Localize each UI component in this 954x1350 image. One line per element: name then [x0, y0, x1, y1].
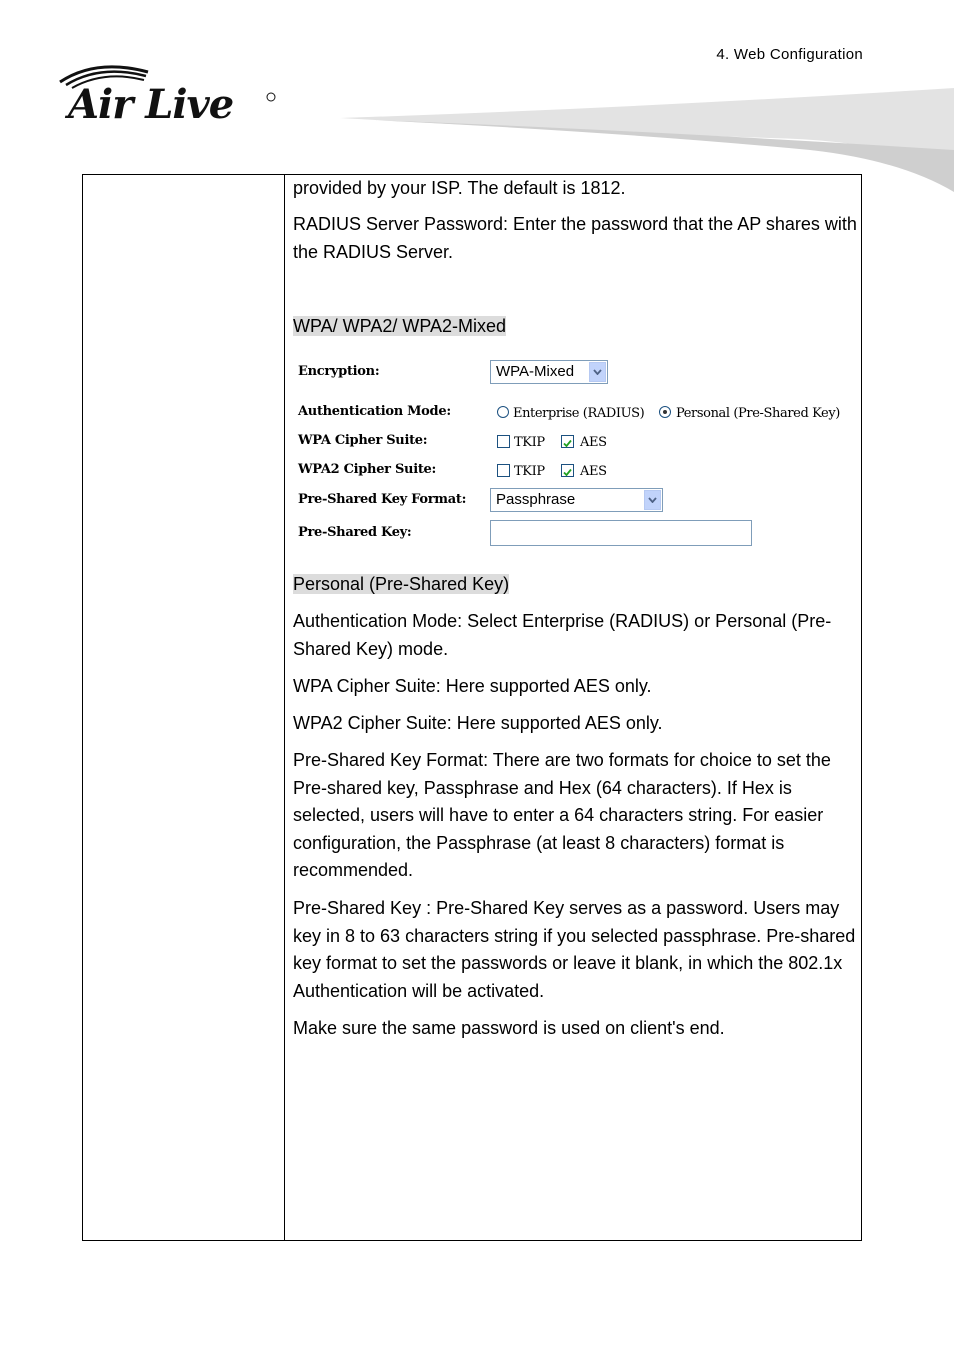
wpa-tkip-label: TKIP — [514, 435, 545, 450]
chapter-title: 4. Web Configuration — [716, 46, 863, 63]
wpa-cipher-label: WPA Cipher Suite: — [298, 433, 428, 448]
para-auth-mode: Authentication Mode: Select Enterprise (RADIUS) or Personal (Pre-Shared Key) mode. — [293, 611, 832, 659]
wpa-tkip-checkbox[interactable] — [497, 435, 510, 448]
psk-input[interactable] — [490, 520, 752, 546]
wpa2-cipher-label: WPA2 Cipher Suite: — [298, 462, 437, 477]
encryption-select[interactable] — [490, 360, 608, 384]
para-psk-format: Pre-Shared Key Format: There are two formats for choice to set the Pre-shared key, Passphrase and Hex (64 characters). If Hex is selected, users will have to enter a 64 characters string. For easier configuration, the Passphrase (at least 8 characters) format is recommended. — [293, 750, 831, 880]
para-wpa-cipher: WPA Cipher Suite: Here supported AES only. — [293, 676, 652, 696]
auth-mode-label: Authentication Mode: — [298, 404, 451, 419]
para-wpa2-cipher: WPA2 Cipher Suite: Here supported AES only. — [293, 713, 663, 733]
para-psk: Pre-Shared Key : Pre-Shared Key serves as a password. Users may key in 8 to 63 characters string if you selected passphrase. Pre-shared key format to set the passwords or leave it blank, in which the 802.1x Authentication will be activated. — [293, 898, 856, 1001]
chevron-down-icon — [589, 362, 606, 382]
checkmark-icon — [562, 438, 573, 449]
encryption-label: Encryption: — [298, 364, 380, 379]
wpa-aes-label: AES — [580, 435, 607, 450]
wpa2-aes-checkbox[interactable] — [561, 464, 574, 477]
chevron-down-icon — [644, 490, 661, 510]
psk-format-label: Pre-Shared Key Format: — [298, 492, 467, 507]
auth-enterprise-label: Enterprise (RADIUS) — [513, 406, 645, 421]
heading-personal-text: Personal (Pre-Shared Key) — [293, 574, 510, 594]
wpa-aes-checkbox[interactable] — [561, 435, 574, 448]
psk-format-value: Passphrase — [496, 491, 576, 508]
para-radius-password: RADIUS Server Password: Enter the password that the AP shares with the RADIUS Server. — [293, 214, 857, 262]
para-same-password: Make sure the same password is used on client's end. — [293, 1018, 725, 1038]
auth-enterprise-radio[interactable] — [497, 406, 509, 418]
heading-wpa-text: WPA/ WPA2/ WPA2-Mixed — [293, 316, 507, 336]
encryption-value: WPA-Mixed — [496, 363, 575, 380]
wpa2-aes-label: AES — [580, 464, 607, 479]
content-table — [82, 174, 862, 1241]
airlive-logo — [56, 60, 286, 124]
wpa-settings-form — [293, 355, 858, 550]
psk-format-select[interactable] — [490, 488, 663, 512]
para-isp: provided by your ISP. The default is 1812. — [293, 178, 626, 198]
auth-personal-radio[interactable] — [659, 406, 671, 418]
heading-wpa — [293, 313, 506, 341]
wpa2-tkip-label: TKIP — [514, 464, 545, 479]
heading-personal — [293, 571, 509, 599]
wpa2-tkip-checkbox[interactable] — [497, 464, 510, 477]
column-divider — [284, 175, 285, 1240]
svg-text:Air Live: Air Live — [68, 81, 234, 124]
checkmark-icon — [562, 467, 573, 478]
auth-personal-label: Personal (Pre-Shared Key) — [676, 406, 840, 421]
psk-label: Pre-Shared Key: — [298, 525, 412, 540]
